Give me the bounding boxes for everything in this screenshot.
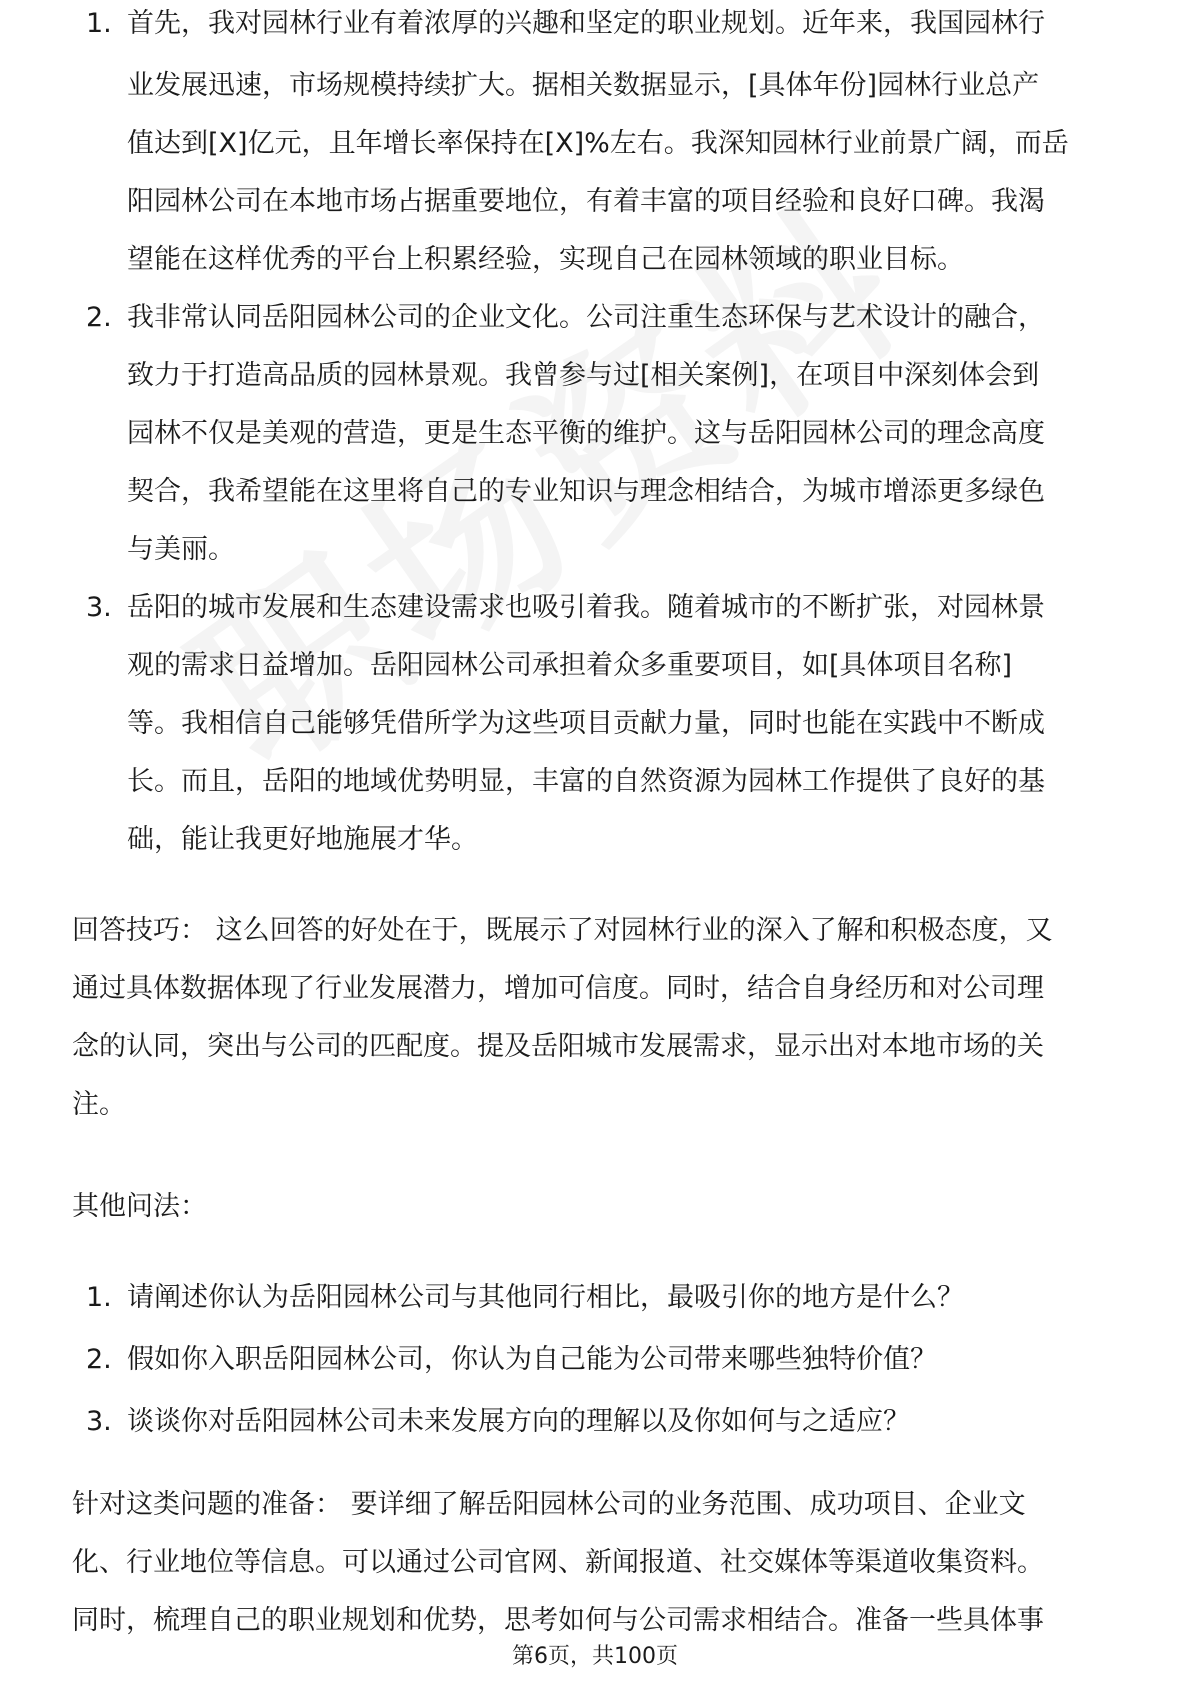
list-line: 望能在这样优秀的平台上积累经验，实现自己在园林领域的职业目标。 <box>127 244 964 275</box>
preparation-tips <box>72 1476 1127 1650</box>
list-number: 1. <box>86 8 112 39</box>
list-line: 我非常认同岳阳园林公司的企业文化。公司注重生态环保与艺术设计的融合， <box>127 302 1045 333</box>
list-number: 2. <box>86 302 112 333</box>
list-number: 2. <box>86 1344 112 1375</box>
question-text: 谈谈你对岳阳园林公司未来发展方向的理解以及你如何与之适应？ <box>127 1406 910 1437</box>
answer-tip <box>72 902 1127 1134</box>
page-number: 第6页，共100页 <box>512 1644 678 1669</box>
prep-line: 化、行业地位等信息。可以通过公司官网、新闻报道、社交媒体等渠道收集资料。 <box>72 1547 1044 1578</box>
list-line: 等。我相信自己能够凭借所学为这些项目贡献力量，同时也能在实践中不断成 <box>127 708 1045 739</box>
other-questions-heading: 其他问法： <box>72 1191 207 1222</box>
list-line: 础，能让我更好地施展才华。 <box>127 824 478 855</box>
list-number: 3. <box>86 592 112 623</box>
list-line: 致力于打造高品质的园林景观。我曾参与过[相关案例]，在项目中深刻体会到 <box>127 360 1040 391</box>
list-number: 1. <box>86 1282 112 1313</box>
tip-line: 念的认同，突出与公司的匹配度。提及岳阳城市发展需求，显示出对本地市场的关 <box>72 1031 1044 1062</box>
list-line: 值达到[X]亿元，且年增长率保持在[X]%左右。我深知园林行业前景广阔，而岳 <box>127 128 1069 159</box>
list-item <box>72 57 1132 289</box>
tip-line: 注。 <box>72 1089 126 1120</box>
list-line: 阳园林公司在本地市场占据重要地位，有着丰富的项目经验和良好口碑。我渴 <box>127 186 1045 217</box>
prep-line: 同时，梳理自己的职业规划和优势，思考如何与公司需求相结合。准备一些具体事 <box>72 1605 1044 1636</box>
list-line: 长。而且，岳阳的地域优势明显，丰富的自然资源为园林工作提供了良好的基 <box>127 766 1045 797</box>
list-line: 观的需求日益增加。岳阳园林公司承担着众多重要项目，如[具体项目名称] <box>127 650 1013 681</box>
question-text: 假如你入职岳阳园林公司，你认为自己能为公司带来哪些独特价值？ <box>127 1344 937 1375</box>
list-item <box>72 1267 1132 1329</box>
list-line: 与美丽。 <box>127 534 235 565</box>
question-text: 请阐述你认为岳阳园林公司与其他同行相比，最吸引你的地方是什么？ <box>127 1282 964 1313</box>
prep-line: 针对这类问题的准备： 要详细了解岳阳园林公司的业务范围、成功项目、企业文 <box>72 1489 1026 1520</box>
list-number: 3. <box>86 1406 112 1437</box>
list-line: 园林不仅是美观的营造，更是生态平衡的维护。这与岳阳园林公司的理念高度 <box>127 418 1045 449</box>
tip-line: 回答技巧： 这么回答的好处在于，既展示了对园林行业的深入了解和积极态度，又 <box>72 915 1053 946</box>
reasons-list <box>72 8 1132 869</box>
list-item <box>72 1391 1132 1453</box>
list-item <box>72 579 1132 869</box>
tip-line: 通过具体数据体现了行业发展潜力，增加可信度。同时，结合自身经历和对公司理 <box>72 973 1044 1004</box>
list-item <box>72 1329 1132 1391</box>
list-line: 契合，我希望能在这里将自己的专业知识与理念相结合，为城市增添更多绿色 <box>127 476 1045 507</box>
list-line: 首先，我对园林行业有着浓厚的兴趣和坚定的职业规划。近年来，我国园林行 <box>127 8 1045 39</box>
list-item <box>72 289 1132 579</box>
list-line: 岳阳的城市发展和生态建设需求也吸引着我。随着城市的不断扩张，对园林景 <box>127 592 1045 623</box>
list-line: 业发展迅速，市场规模持续扩大。据相关数据显示，[具体年份]园林行业总产 <box>127 70 1040 101</box>
other-questions-list <box>72 1267 1132 1453</box>
